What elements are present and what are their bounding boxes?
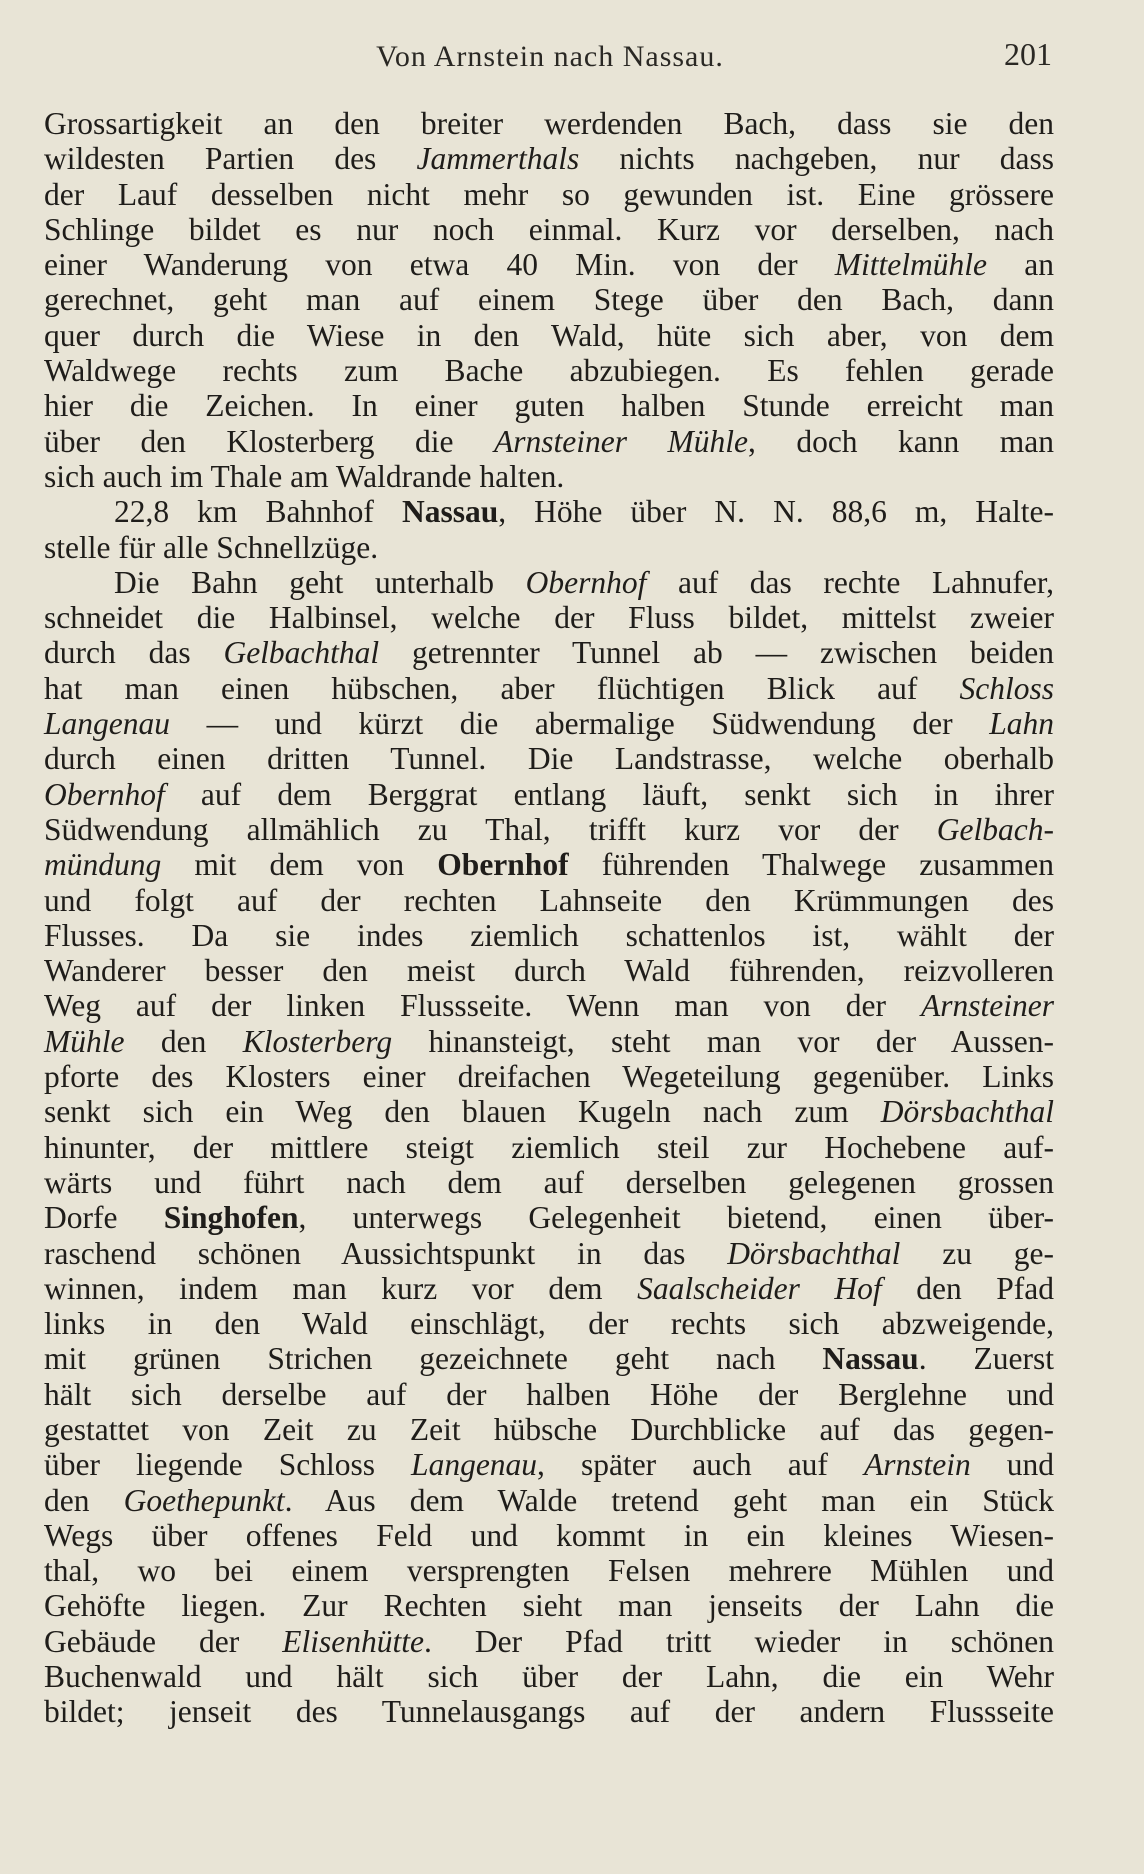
text-run: Gehöfte liegen. Zur Rechten sieht man jenseits der Lahn die: [44, 1588, 1054, 1624]
italic-text: Goethepunkt: [123, 1482, 285, 1518]
text-line: [44, 1024, 1054, 1059]
text-line: [44, 353, 1054, 388]
text-run: den: [44, 1482, 124, 1518]
text-line: [44, 1624, 1054, 1659]
text-run: über liegende Schloss: [44, 1447, 412, 1483]
text-line: [44, 635, 1054, 670]
text-line: [44, 1271, 1054, 1306]
text-run: senkt sich ein Weg den blauen Kugeln nach zum: [44, 1094, 881, 1130]
text-run: der Lauf desselben nicht mehr so gewunden ist. Eine grössere: [44, 176, 1054, 212]
text-line: [44, 565, 1054, 600]
text-run: sich auch im Thale am Waldrande halten.: [44, 458, 565, 494]
italic-text: Dörsbachthal: [880, 1094, 1054, 1130]
italic-text: Schloss: [959, 670, 1054, 706]
text-line: [44, 318, 1054, 353]
text-line: [44, 600, 1054, 635]
text-run: zu ge-: [900, 1235, 1054, 1271]
text-line: [44, 1659, 1054, 1694]
text-line: [44, 777, 1054, 812]
text-line: [44, 212, 1054, 247]
text-line: [44, 1059, 1054, 1094]
italic-text: mündung: [44, 847, 162, 883]
text-run: auf das rechte Lahnufer,: [646, 564, 1054, 600]
text-run: und folgt auf der rechten Lahnseite den Krümmungen des: [44, 882, 1054, 918]
text-line: [44, 1165, 1054, 1200]
text-run: Südwendung allmählich zu Thal, trifft kurz vor der: [44, 811, 937, 847]
text-line: [44, 459, 1054, 494]
text-line: [44, 1447, 1054, 1482]
italic-text: Arnsteiner Mühle: [494, 423, 748, 459]
text-run: Wegs über offenes Feld und kommt in ein kleines Wiesen-: [44, 1517, 1054, 1553]
text-run: nichts nachgeben, nur dass: [579, 141, 1054, 177]
text-run: mit grünen Strichen gezeichnete geht nach: [44, 1341, 823, 1377]
text-line: [44, 1130, 1054, 1165]
text-line: [44, 141, 1054, 176]
text-line: [44, 1341, 1054, 1376]
text-line: [44, 1236, 1054, 1271]
bold-text: Singhofen: [163, 1200, 299, 1236]
text-run: Die Bahn geht unterhalb: [114, 564, 526, 600]
italic-text: Klosterberg: [242, 1023, 393, 1059]
text-run: — und kürzt die abermalige Südwendung der: [170, 706, 990, 742]
italic-text: Langenau: [411, 1447, 538, 1483]
text-run: bildet; jenseit des Tunnelausgangs auf der andern Flussseite: [44, 1694, 1054, 1730]
text-line: [44, 494, 1054, 529]
text-run: pforte des Klosters einer dreifachen Wegeteilung gegenüber. Links: [44, 1059, 1054, 1095]
text-line: [44, 1306, 1054, 1341]
text-line: [44, 953, 1054, 988]
text-run: , später auch auf: [537, 1447, 864, 1483]
text-line: [44, 1200, 1054, 1235]
text-run: hält sich derselbe auf der halben Höhe der Berglehne und: [44, 1376, 1054, 1412]
text-line: [44, 812, 1054, 847]
text-line: [44, 847, 1054, 882]
text-run: stelle für alle Schnellzüge.: [44, 529, 379, 565]
text-line: [44, 883, 1054, 918]
text-run: . Der Pfad tritt wieder in schönen: [423, 1623, 1054, 1659]
text-line: [44, 1094, 1054, 1129]
italic-text: Obernhof: [44, 776, 165, 812]
text-run: Schlinge bildet es nur noch einmal. Kurz vor derselben, nach: [44, 211, 1054, 247]
italic-text: Saalscheider Hof: [637, 1270, 882, 1306]
italic-text: Arnsteiner: [921, 988, 1054, 1024]
text-run: thal, wo bei einem versprengten Felsen mehrere Mühlen und: [44, 1553, 1054, 1589]
text-run: , unterwegs Gelegenheit bietend, einen über-: [298, 1200, 1054, 1236]
text-run: hinansteigt, steht man vor der Aussen-: [392, 1023, 1055, 1059]
text-run: gestattet von Zeit zu Zeit hübsche Durchblicke auf das gegen-: [44, 1411, 1054, 1447]
text-line: [44, 247, 1054, 282]
text-run: . Zuerst: [918, 1341, 1054, 1377]
text-run: schneidet die Halbinsel, welche der Fluss bildet, mittelst zweier: [44, 600, 1054, 636]
text-line: [44, 1694, 1054, 1729]
italic-text: Lahn: [989, 706, 1054, 742]
italic-text: Elisenhütte: [282, 1623, 424, 1659]
text-run: Grossartigkeit an den breiter werdenden Bach, dass sie den: [44, 106, 1054, 141]
text-line: [44, 530, 1054, 565]
italic-text: Gelbachthal: [223, 635, 380, 671]
body-text: [44, 106, 1054, 1730]
text-run: Buchenwald und hält sich über der Lahn, die ein Wehr: [44, 1659, 1054, 1695]
text-run: Dorfe: [44, 1200, 164, 1236]
text-run: Weg auf der linken Flussseite. Wenn man von der: [44, 988, 922, 1024]
text-run: mit dem von: [161, 847, 438, 883]
text-line: [44, 1377, 1054, 1412]
text-run: einer Wanderung von etwa 40 Min. von der: [44, 247, 835, 283]
bold-text: Nassau: [822, 1341, 919, 1377]
text-line: [44, 1483, 1054, 1518]
text-run: hier die Zeichen. In einer guten halben Stunde erreicht man: [44, 388, 1054, 424]
text-run: führenden Thalwege zusammen: [568, 847, 1054, 883]
text-run: durch einen dritten Tunnel. Die Landstrasse, welche oberhalb: [44, 741, 1054, 777]
text-run: wildesten Partien des: [44, 141, 417, 177]
text-run: über den Klosterberg die: [44, 423, 495, 459]
text-run: hat man einen hübschen, aber flüchtigen Blick auf: [44, 670, 960, 706]
page-number: 201: [1004, 36, 1052, 72]
text-line: [44, 282, 1054, 317]
text-run: durch das: [44, 635, 224, 671]
text-run: Flusses. Da sie indes ziemlich schattenlos ist, wählt der: [44, 917, 1054, 953]
text-line: [44, 1518, 1054, 1553]
text-run: an: [987, 247, 1054, 283]
italic-text: Dörsbachthal: [727, 1235, 901, 1271]
text-line: [44, 671, 1054, 706]
text-run: . Aus dem Walde tretend geht man ein Stück: [284, 1482, 1055, 1518]
text-run: quer durch die Wiese in den Wald, hüte sich aber, von dem: [44, 317, 1054, 353]
text-line: [44, 1588, 1054, 1623]
text-run: winnen, indem man kurz vor dem: [44, 1270, 638, 1306]
text-run: auf dem Berggrat entlang läuft, senkt sich in ihrer: [164, 776, 1054, 812]
running-title: Von Arnstein nach Nassau.: [376, 40, 724, 73]
text-run: 22,8 km Bahnhof: [114, 494, 402, 530]
text-run: , Höhe über N. N. 88,6 m, Halte-: [498, 494, 1054, 530]
italic-text: Gelbach-: [936, 811, 1054, 847]
text-run: raschend schönen Aussichtspunkt in das: [44, 1235, 728, 1271]
text-run: den Pfad: [881, 1270, 1054, 1306]
bold-text: Obernhof: [437, 847, 569, 883]
text-run: getrennter Tunnel ab — zwischen beiden: [379, 635, 1054, 671]
text-run: Waldwege rechts zum Bache abzubiegen. Es fehlen gerade: [44, 353, 1054, 389]
text-run: gerechnet, geht man auf einem Stege über den Bach, dann: [44, 282, 1054, 318]
italic-text: Langenau: [44, 706, 170, 742]
italic-text: Arnstein: [863, 1447, 971, 1483]
italic-text: Obernhof: [525, 564, 647, 600]
text-run: Gebäude der: [44, 1623, 283, 1659]
page-header: [48, 36, 1052, 80]
text-line: [44, 918, 1054, 953]
text-run: links in den Wald einschlägt, der rechts sich abzweigende,: [44, 1306, 1054, 1342]
text-line: [44, 424, 1054, 459]
text-line: [44, 1553, 1054, 1588]
text-line: [44, 177, 1054, 212]
text-run: Wanderer besser den meist durch Wald führenden, reizvolleren: [44, 953, 1054, 989]
text-run: den: [124, 1023, 243, 1059]
text-run: wärts und führt nach dem auf derselben gelegenen grossen: [44, 1164, 1054, 1200]
text-line: [44, 988, 1054, 1023]
text-line: [44, 741, 1054, 776]
text-run: , doch kann man: [747, 423, 1054, 459]
text-line: [44, 1412, 1054, 1447]
text-run: und: [970, 1447, 1055, 1483]
bold-text: Nassau: [401, 494, 499, 530]
text-line: [44, 706, 1054, 741]
text-line: [44, 106, 1054, 141]
text-line: [44, 388, 1054, 423]
text-run: hinunter, der mittlere steigt ziemlich steil zur Hochebene auf-: [44, 1129, 1054, 1165]
italic-text: Mühle: [44, 1023, 125, 1059]
italic-text: Mittelmühle: [834, 247, 988, 283]
italic-text: Jammerthals: [416, 141, 580, 177]
